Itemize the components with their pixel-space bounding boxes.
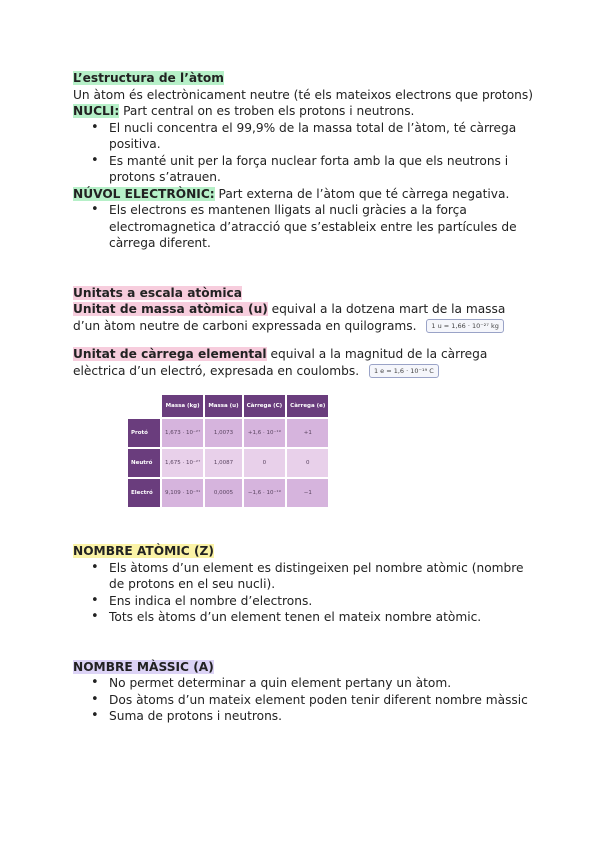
table-cell: 1,673 · 10⁻²⁷ [162, 419, 203, 447]
heading-atomic-number: NOMBRE ATÒMIC (Z) [73, 544, 214, 558]
section-atomic-number [73, 543, 533, 560]
table-header: Càrrega (e) [287, 395, 328, 417]
list-item: • El nucli concentra el 99,9% de la massa total de l’àtom, té càrrega positiva. [109, 120, 533, 153]
section-units [73, 285, 533, 302]
nuvol-label: NÚVOL ELECTRÒNIC: [73, 186, 215, 201]
table-row [128, 419, 328, 447]
nucli-label: NUCLI: [73, 104, 120, 118]
table-cell: −1,6 · 10⁻¹⁹ [244, 479, 286, 507]
table-cell: 9,109 · 10⁻³¹ [162, 479, 203, 507]
heading-mass-number: NOMBRE MÀSSIC (A) [73, 659, 214, 674]
carrega-text: equival a la magnitud de la càrrega elèctrica d’un electró, expresada en coulombs. [73, 347, 488, 378]
particles-table [126, 393, 330, 509]
nuvol-list [73, 202, 533, 252]
intro-text: Un àtom és electrònicament neutre (té els mateixos electrons que protons) [73, 87, 533, 102]
heading-units: Unitats a escala atòmica [73, 285, 242, 300]
list-item: • Es manté unit per la força nuclear forta amb la que els neutrons i protons s’atrauen. [109, 153, 533, 186]
table-row [128, 479, 328, 507]
particles-table-wrap [126, 393, 533, 509]
nucli-text: Part central on es troben els protons i neutrons. [119, 104, 415, 118]
massa-text: equival a la dotzena mart de la massa d’un àtom neutre de carboni expressada en quilograms. [73, 302, 506, 333]
mass-number-list [73, 675, 533, 725]
list-item: • Ens indica el nombre d’electrons. [109, 593, 533, 610]
list-item: • No permet determinar a quin element pertany un àtom. [109, 675, 533, 692]
carrega-label: Unitat de càrrega elemental [73, 347, 267, 361]
table-cell: 1,0087 [205, 449, 241, 477]
table-cell: 0,0005 [205, 479, 241, 507]
massa-formula: 1 u = 1,66 · 10⁻²⁷ kg [426, 319, 503, 333]
massa-label: Unitat de massa atòmica (u) [73, 302, 268, 316]
document-page [73, 70, 533, 725]
table-cell: 1,0073 [205, 419, 241, 447]
list-item: • Suma de protons i neutrons. [109, 708, 533, 725]
section-mass-number [73, 659, 533, 676]
table-header-row [128, 395, 328, 417]
table-cell: −1 [287, 479, 328, 507]
nucli-paragraph [73, 103, 533, 120]
table-cell: +1,6 · 10⁻¹⁹ [244, 419, 286, 447]
massa-paragraph [73, 301, 533, 334]
table-cell: 0 [287, 449, 328, 477]
table-header: Càrrega (C) [244, 395, 286, 417]
table-header: Massa (u) [205, 395, 241, 417]
row-header: Protó [128, 419, 160, 447]
section-atom-structure [73, 70, 533, 87]
nucli-list [73, 120, 533, 186]
table-header: Massa (kg) [162, 395, 203, 417]
nuvol-text: Part externa de l’àtom que té càrrega negativa. [214, 186, 510, 201]
table-cell: 0 [244, 449, 286, 477]
table-cell: +1 [287, 419, 328, 447]
row-header: Electró [128, 479, 160, 507]
atomic-number-list [73, 560, 533, 626]
heading-atom-structure: L’estructura de l’àtom [73, 71, 224, 85]
list-item: • Els electrons es mantenen lligats al nucli gràcies a la força electromagnetica d’atracció que s’estableix entre les partícules de càrrega diferent. [109, 202, 533, 252]
list-item: • Tots els àtoms d’un element tenen el mateix nombre atòmic. [109, 609, 533, 626]
table-row [128, 449, 328, 477]
nuvol-paragraph [73, 186, 533, 203]
list-item: • Dos àtoms d’un mateix element poden tenir diferent nombre màssic [109, 692, 533, 709]
table-cell: 1,675 · 10⁻²⁷ [162, 449, 203, 477]
carrega-paragraph [73, 346, 533, 379]
carrega-formula: 1 e = 1,6 · 10⁻¹⁹ C [369, 364, 439, 378]
list-item: • Els àtoms d’un element es distingeixen pel nombre atòmic (nombre de protons en el seu nucli). [109, 560, 533, 593]
row-header: Neutró [128, 449, 160, 477]
